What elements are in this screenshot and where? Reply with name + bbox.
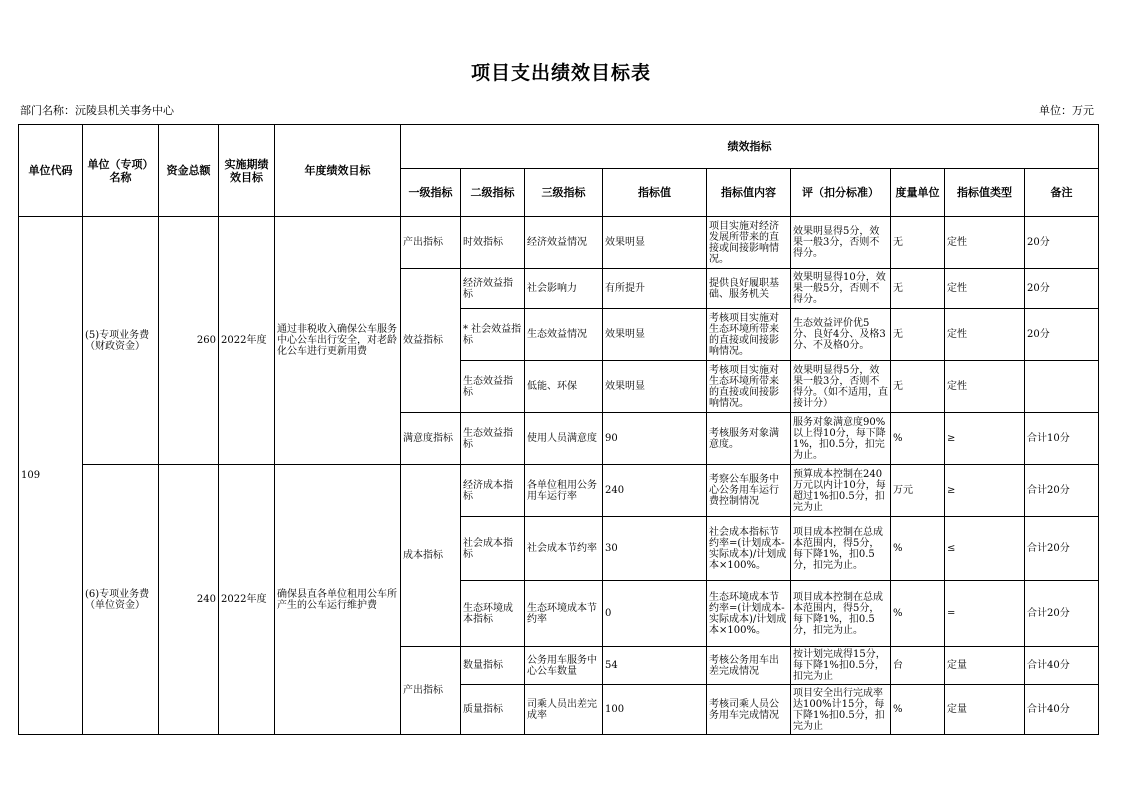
value-type-cell: 定量 xyxy=(945,647,1025,685)
indicator-value-cell: 0 xyxy=(603,581,707,647)
indicator-value-cell: 54 xyxy=(603,647,707,685)
value-type-cell: 定性 xyxy=(945,361,1025,413)
project-goal-cell: 通过非税收入确保公车服务中心公车出行安全，对老龄化公车进行更新用费 xyxy=(275,217,401,465)
indicator-content-cell: 考核服务对象满意度。 xyxy=(707,413,791,465)
header-level2: 二级指标 xyxy=(461,169,525,217)
project-name-cell: (6)专项业务费（单位资金） xyxy=(83,465,159,735)
header-content: 指标值内容 xyxy=(707,169,791,217)
indicator-content-cell: 考核公务用车出差完成情况 xyxy=(707,647,791,685)
measure-unit-cell: 台 xyxy=(891,647,945,685)
level3-cell: 经济效益情况 xyxy=(525,217,603,269)
header-remark: 备注 xyxy=(1025,169,1099,217)
value-type-cell: 定性 xyxy=(945,309,1025,361)
project-amount-cell: 240 xyxy=(159,465,219,735)
remark-cell: 20分 xyxy=(1025,269,1099,309)
indicator-content-cell: 考察公车服务中心公务用车运行费控制情况 xyxy=(707,465,791,517)
scoring-standard-cell: 项目成本控制在总成本范围内，得5分，每下降1%，扣0.5分，扣完为止。 xyxy=(791,581,891,647)
remark-cell: 合计20分 xyxy=(1025,581,1099,647)
project-period-cell: 2022年度 xyxy=(219,217,275,465)
header-total-funds: 资金总额 xyxy=(159,125,219,217)
project-name-cell: (5)专项业务费（财政资金） xyxy=(83,217,159,465)
scoring-standard-cell: 效果明显得5分，效果一般3分，否则不得分。（如不适用，直接计分） xyxy=(791,361,891,413)
remark-cell: 合计40分 xyxy=(1025,685,1099,735)
level1-cell: 产出指标 xyxy=(401,647,461,735)
project-goal-cell: 确保县直各单位租用公车所产生的公车运行维护费 xyxy=(275,465,401,735)
table-row xyxy=(19,217,1099,269)
indicator-content-cell: 社会成本指标节约率=(计划成本-实际成本)/计划成本×100%。 xyxy=(707,517,791,581)
measure-unit-cell: 无 xyxy=(891,269,945,309)
indicator-value-cell: 有所提升 xyxy=(603,269,707,309)
remark-cell: 20分 xyxy=(1025,309,1099,361)
header-project-name: 单位（专项）名称 xyxy=(83,125,159,217)
level2-cell: 数量指标 xyxy=(461,647,525,685)
level1-cell: 产出指标 xyxy=(401,217,461,269)
measure-unit-cell: % xyxy=(891,517,945,581)
level2-cell: 生态效益指标 xyxy=(461,413,525,465)
scoring-standard-cell: 服务对象满意度90%以上得10分，每下降1%，扣0.5分，扣完为止。 xyxy=(791,413,891,465)
level2-cell: 时效指标 xyxy=(461,217,525,269)
page-title: 项目支出绩效目标表 xyxy=(470,62,651,84)
remark-cell: 合计40分 xyxy=(1025,647,1099,685)
scoring-standard-cell: 预算成本控制在240万元以内计10分，每超过1%扣0.5分，扣完为止 xyxy=(791,465,891,517)
level2-cell: 经济效益指标 xyxy=(461,269,525,309)
measure-unit-cell: 无 xyxy=(891,309,945,361)
header-level3: 三级指标 xyxy=(525,169,603,217)
indicator-value-cell: 效果明显 xyxy=(603,217,707,269)
indicator-value-cell: 30 xyxy=(603,517,707,581)
indicator-content-cell: 项目实施对经济发展所带来的直接或间接影响情况。 xyxy=(707,217,791,269)
measure-unit-cell: % xyxy=(891,581,945,647)
scoring-standard-cell: 项目安全出行完成率达100%计15分，每下降1%扣0.5分，扣完为止 xyxy=(791,685,891,735)
table-row xyxy=(19,465,1099,517)
currency-unit: 单位：万元 xyxy=(1039,104,1094,117)
level2-cell: 经济成本指标 xyxy=(461,465,525,517)
scoring-standard-cell: 效果明显得10分，效果一般5分，否则不得分。 xyxy=(791,269,891,309)
remark-cell: 合计10分 xyxy=(1025,413,1099,465)
scoring-standard-cell: 按计划完成得15分，每下降1%扣0.5分，扣完为止 xyxy=(791,647,891,685)
level2-cell: 质量指标 xyxy=(461,685,525,735)
header-level1: 一级指标 xyxy=(401,169,461,217)
level3-cell: 生态效益情况 xyxy=(525,309,603,361)
unit-code-cell: 109 xyxy=(19,217,83,735)
header-measure-unit: 度量单位 xyxy=(891,169,945,217)
header-indicators: 绩效指标 xyxy=(401,125,1099,169)
department-name: 部门名称：沅陵县机关事务中心 xyxy=(20,104,174,117)
level3-cell: 司乘人员出差完成率 xyxy=(525,685,603,735)
remark-cell: 合计20分 xyxy=(1025,465,1099,517)
performance-table xyxy=(18,124,1099,735)
indicator-value-cell: 100 xyxy=(603,685,707,735)
indicator-value-cell: 240 xyxy=(603,465,707,517)
value-type-cell: = xyxy=(945,581,1025,647)
remark-cell xyxy=(1025,361,1099,413)
indicator-value-cell: 效果明显 xyxy=(603,309,707,361)
scoring-standard-cell: 生态效益评价优5分、良好4分、及格3分、不及格0分。 xyxy=(791,309,891,361)
value-type-cell: ≥ xyxy=(945,465,1025,517)
value-type-cell: 定性 xyxy=(945,269,1025,309)
measure-unit-cell: % xyxy=(891,685,945,735)
level3-cell: 社会影响力 xyxy=(525,269,603,309)
indicator-value-cell: 效果明显 xyxy=(603,361,707,413)
level2-cell: 社会成本指标 xyxy=(461,517,525,581)
indicator-value-cell: 90 xyxy=(603,413,707,465)
scoring-standard-cell: 项目成本控制在总成本范围内，得5分，每下降1%，扣0.5分，扣完为止。 xyxy=(791,517,891,581)
header-standard: 评（扣分标准） xyxy=(791,169,891,217)
value-type-cell: 定性 xyxy=(945,217,1025,269)
project-period-cell: 2022年度 xyxy=(219,465,275,735)
scoring-standard-cell: 效果明显得5分，效果一般3分，否则不得分。 xyxy=(791,217,891,269)
header-period-target: 实施期绩效目标 xyxy=(219,125,275,217)
remark-cell: 合计20分 xyxy=(1025,517,1099,581)
indicator-content-cell: 考核司乘人员公务用车完成情况 xyxy=(707,685,791,735)
value-type-cell: ≥ xyxy=(945,413,1025,465)
project-amount-cell: 260 xyxy=(159,217,219,465)
remark-cell: 20分 xyxy=(1025,217,1099,269)
indicator-content-cell: 生态环境成本节约率=(计划成本-实际成本)/计划成本×100%。 xyxy=(707,581,791,647)
header-value: 指标值 xyxy=(603,169,707,217)
level3-cell: 使用人员满意度 xyxy=(525,413,603,465)
level3-cell: 低能、环保 xyxy=(525,361,603,413)
header-annual-target: 年度绩效目标 xyxy=(275,125,401,217)
level3-cell: 社会成本节约率 xyxy=(525,517,603,581)
measure-unit-cell: % xyxy=(891,413,945,465)
header-unit-code: 单位代码 xyxy=(19,125,83,217)
measure-unit-cell: 无 xyxy=(891,361,945,413)
level1-cell: 满意度指标 xyxy=(401,413,461,465)
level1-cell: 效益指标 xyxy=(401,269,461,413)
level2-cell: * 社会效益指标 xyxy=(461,309,525,361)
measure-unit-cell: 万元 xyxy=(891,465,945,517)
value-type-cell: 定量 xyxy=(945,685,1025,735)
header-value-type: 指标值类型 xyxy=(945,169,1025,217)
level3-cell: 公务用车服务中心公车数量 xyxy=(525,647,603,685)
indicator-content-cell: 提供良好履职基础、服务机关 xyxy=(707,269,791,309)
level3-cell: 各单位租用公务用车运行率 xyxy=(525,465,603,517)
indicator-content-cell: 考核项目实施对生态环境所带来的直接或间接影响情况。 xyxy=(707,309,791,361)
level3-cell: 生态环境成本节约率 xyxy=(525,581,603,647)
level1-cell: 成本指标 xyxy=(401,465,461,647)
measure-unit-cell: 无 xyxy=(891,217,945,269)
level2-cell: 生态环境成本指标 xyxy=(461,581,525,647)
indicator-content-cell: 考核项目实施对生态环境所带来的直接或间接影响情况。 xyxy=(707,361,791,413)
level2-cell: 生态效益指标 xyxy=(461,361,525,413)
value-type-cell: ≤ xyxy=(945,517,1025,581)
